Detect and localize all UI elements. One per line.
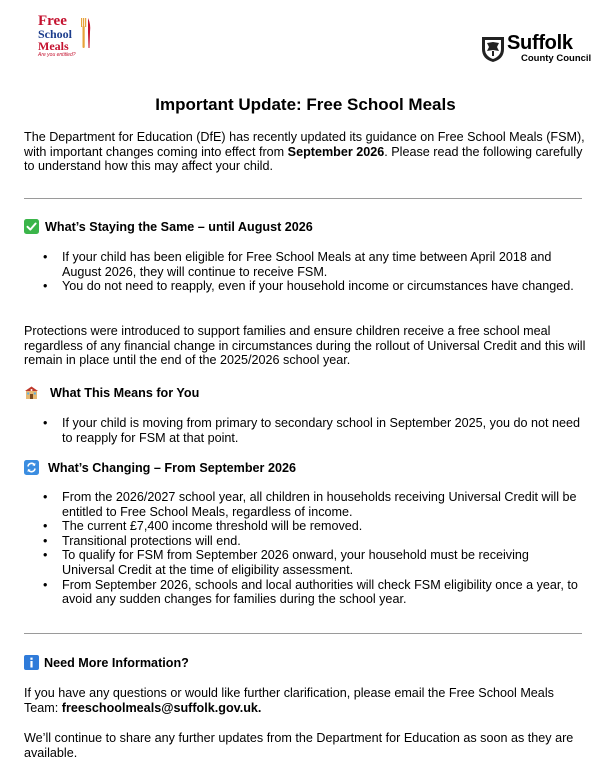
- intro-text-after: . Please read the following carefully to understand how this may affect your child.: [24, 144, 583, 174]
- staying-bullet-list: [24, 250, 584, 294]
- repeat-arrows-icon: [24, 460, 39, 475]
- suffolk-county-council-logo: [481, 32, 592, 68]
- council-crest-icon: [481, 35, 505, 63]
- list-item: • If your child is moving from primary to secondary school in September 2025, you do not need to reapply for FSM at that point.: [24, 416, 584, 445]
- section-heading-staying: [24, 219, 313, 234]
- list-item: • If your child has been eligible for Free School Meals at any time between April 2018 and August 2026, they will continue to receive FSM.: [24, 250, 584, 279]
- protections-paragraph: Protections were introduced to support families and ensure children receive a free school meal regardless of any financial change in circumstances during the rollout of Universal Credit and this will remain in place until the end of the 2025/2026 school year.: [24, 324, 586, 368]
- section-heading-changing: [24, 460, 296, 475]
- section-heading-more: [24, 655, 189, 670]
- contact-email: freeschoolmeals@suffolk.gov.uk.: [61, 700, 262, 715]
- list-item: • From September 2026, schools and local authorities will check FSM eligibility once a year, to avoid any sudden changes for families during the school year.: [24, 578, 584, 607]
- page-title: Important Update: Free School Meals: [155, 95, 456, 114]
- changing-bullet-list: [24, 490, 584, 607]
- fsm-logo-tagline: Are you entitled?: [38, 52, 76, 58]
- information-icon: [24, 655, 39, 670]
- means-bullet-list: [24, 416, 584, 445]
- intro-paragraph: [24, 130, 586, 174]
- list-item: • Transitional protections will end.: [24, 534, 584, 549]
- closing-paragraph: We’ll continue to share any further updates from the Department for Education as soon as they are available.: [24, 731, 574, 760]
- contact-text: If you have any questions or would like further clarification, please email the Free School Meals Team:: [24, 686, 554, 715]
- list-item: • You do not need to reapply, even if your household income or circumstances have changed.: [24, 279, 584, 294]
- school-icon: [24, 385, 39, 400]
- divider: [24, 633, 582, 634]
- list-item: • To qualify for FSM from September 2026 onward, your household must be receiving Universal Credit at the time of eligibility assessment.: [24, 548, 584, 577]
- list-item: • The current £7,400 income threshold will be removed.: [24, 519, 584, 534]
- fsm-logo-free: Free: [38, 13, 67, 29]
- fork-knife-icon: [80, 18, 92, 48]
- list-item: • From the 2026/2027 school year, all children in households receiving Universal Credit will be entitled to Free School Meals, regardless of income.: [24, 490, 584, 519]
- section-heading-more-text: Need More Information?: [44, 655, 189, 670]
- check-mark-button-icon: [24, 219, 39, 234]
- section-heading-staying-text: What’s Staying the Same – until August 2026: [45, 219, 313, 234]
- section-heading-means-text: What This Means for You: [50, 385, 200, 400]
- council-name: Suffolk: [507, 32, 573, 54]
- contact-paragraph: [24, 686, 586, 715]
- intro-date: September 2026: [287, 144, 385, 159]
- free-school-meals-logo: [38, 14, 98, 64]
- section-heading-changing-text: What’s Changing – From September 2026: [48, 460, 296, 475]
- section-heading-means: [24, 385, 199, 400]
- fsm-logo-meals: Meals: [38, 39, 69, 53]
- divider: [24, 198, 582, 199]
- council-subtitle: County Council: [521, 53, 592, 64]
- fsm-logo-school: School: [38, 27, 73, 41]
- intro-text-before: The Department for Education (DfE) has recently updated its guidance on Free School Meals (FSM), with important changes coming into effect from: [24, 130, 585, 159]
